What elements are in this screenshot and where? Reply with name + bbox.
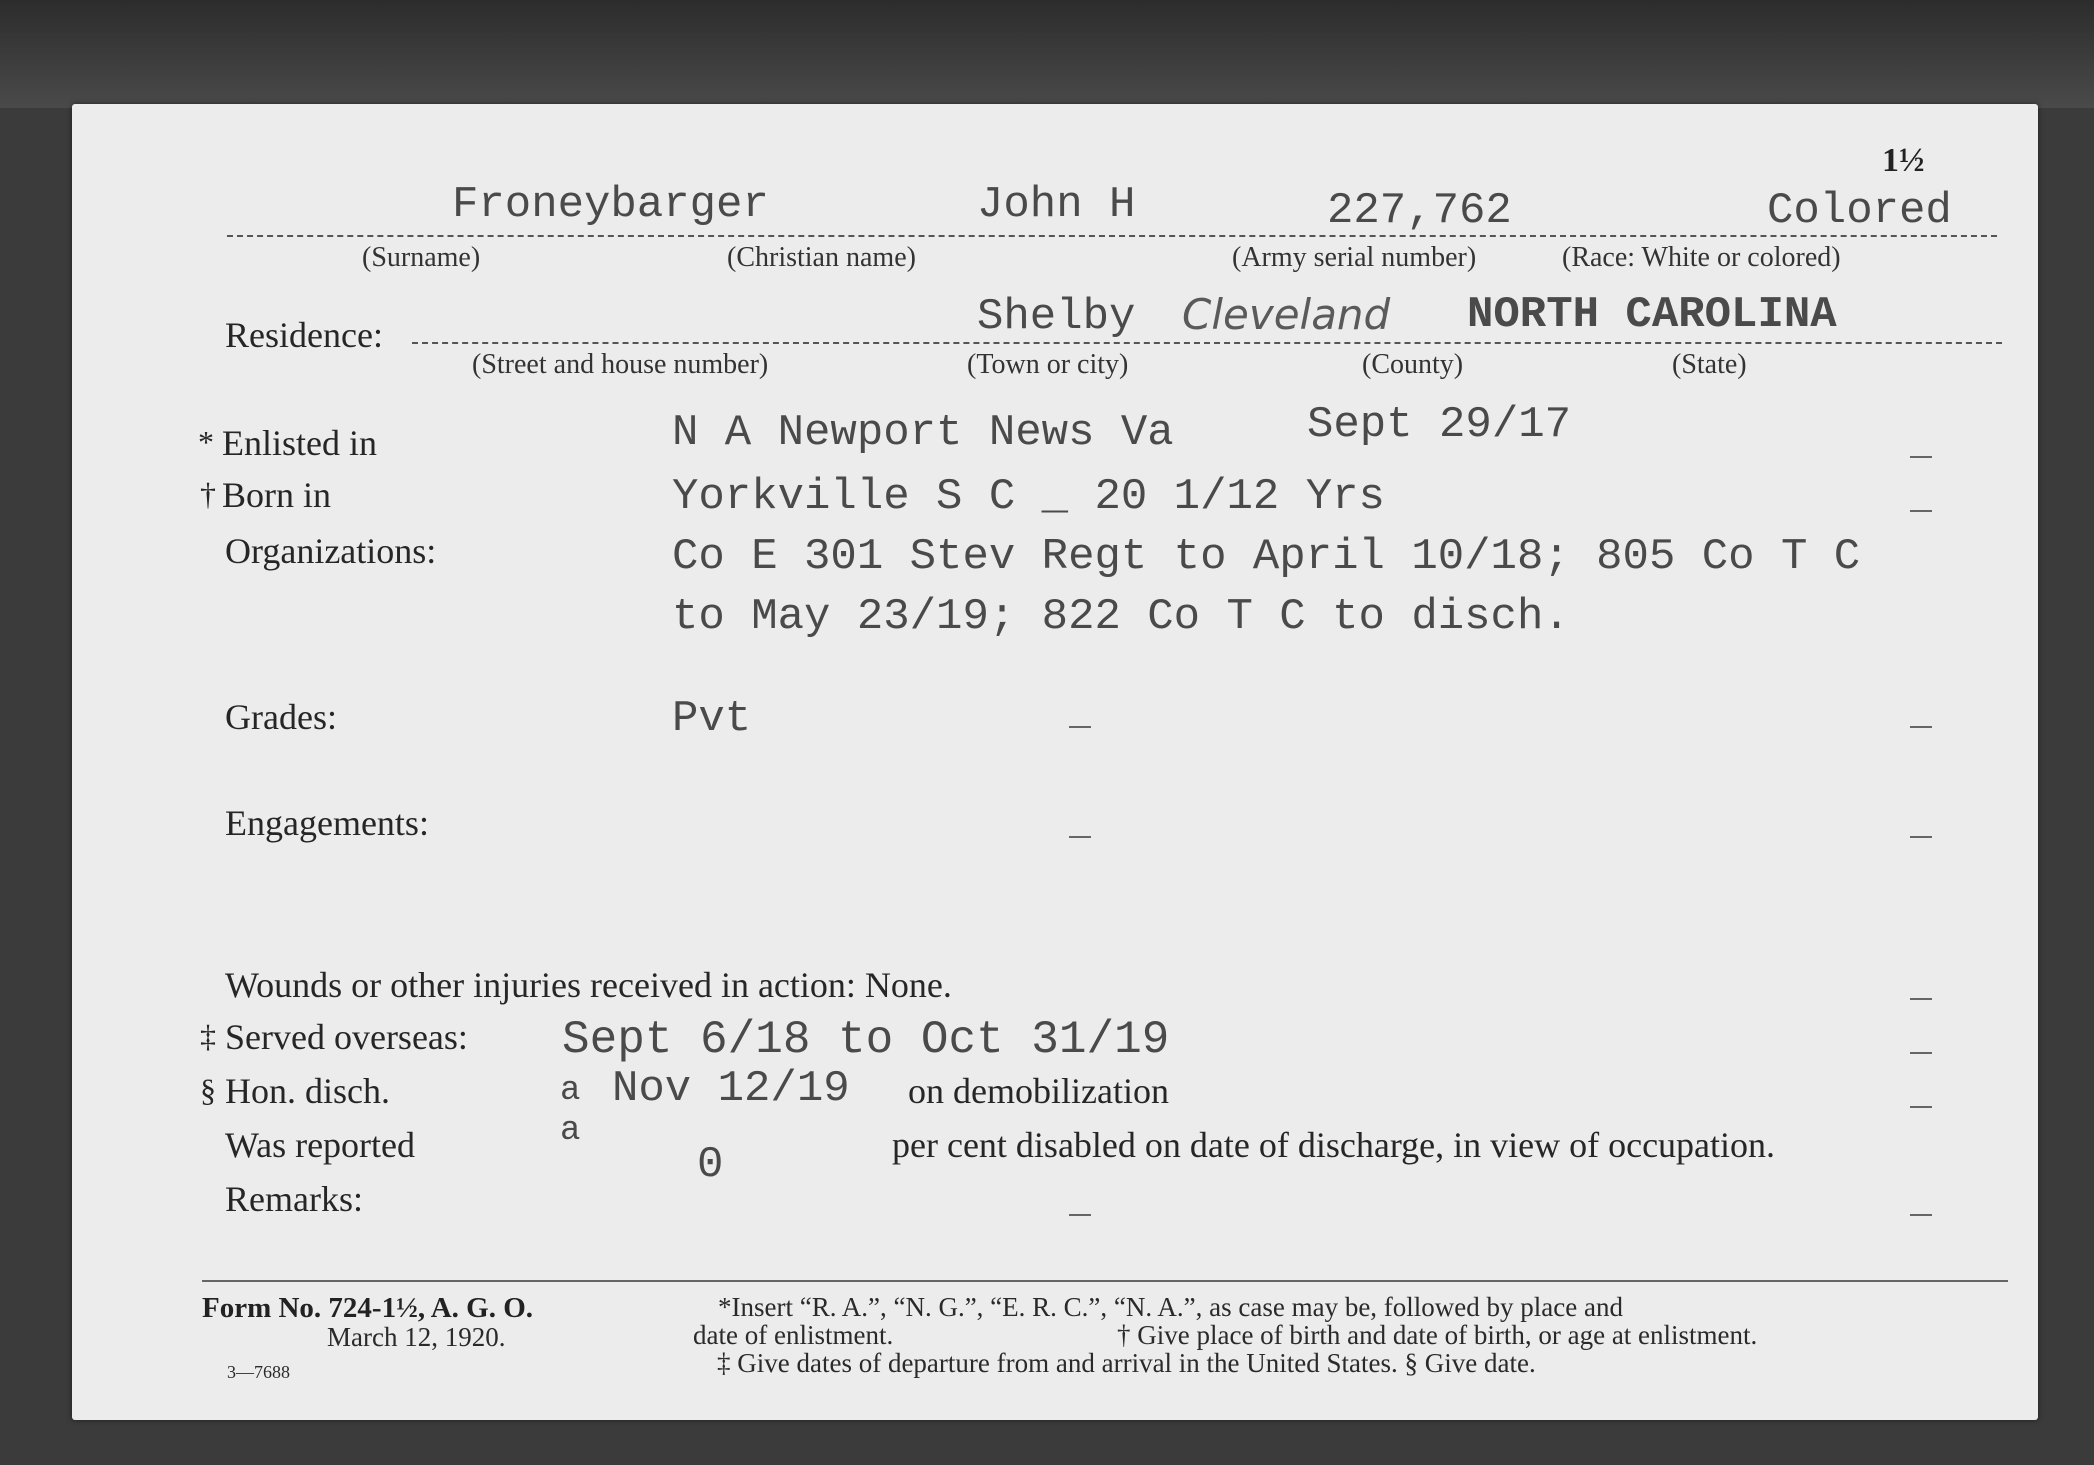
- enlisted-end-dash: [1910, 456, 1932, 458]
- form-number: Form No. 724-1½, A. G. O.: [202, 1292, 534, 1324]
- print-code: 3—7688: [227, 1362, 290, 1382]
- born-label: Born in: [222, 475, 332, 515]
- organizations-line-1: Co E 301 Stev Regt to April 10/18; 805 Co T C: [672, 532, 1861, 582]
- enlisted-place-value: N A Newport News Va: [672, 408, 1174, 458]
- footer-rule: [202, 1280, 2008, 1282]
- footnote-enlisted-line-2: date of enlistment.: [693, 1320, 894, 1350]
- enlisted-label: Enlisted in: [222, 423, 377, 463]
- remarks-mid-dash: [1069, 1214, 1091, 1216]
- remarks-label: Remarks:: [225, 1179, 363, 1219]
- page-number: 1½: [1882, 142, 1925, 179]
- organizations-label: Organizations:: [225, 531, 437, 571]
- hon-disch-date-value: Nov 12/19: [612, 1064, 850, 1114]
- reported-stamp-a: a: [560, 1112, 581, 1150]
- hon-disch-suffix: on demobilization: [908, 1071, 1169, 1111]
- county-caption: (County): [1362, 349, 1464, 380]
- grades-mid-dash: [1069, 726, 1091, 728]
- header-underline: [227, 235, 1997, 237]
- hon-disch-label: Hon. disch.: [225, 1071, 390, 1111]
- engagements-end-dash: [1910, 836, 1932, 838]
- remarks-end-dash: [1910, 1214, 1932, 1216]
- race-caption: (Race: White or colored): [1562, 242, 1841, 273]
- born-value: Yorkville S C _ 20 1/12 Yrs: [672, 472, 1385, 522]
- overseas-footnote-mark: ‡: [200, 1018, 216, 1054]
- footnote-overseas: ‡ Give dates of departure from and arrival in the United States. § Give date.: [717, 1348, 1536, 1378]
- grades-label: Grades:: [225, 697, 337, 737]
- overseas-value: Sept 6/18 to Oct 31/19: [562, 1014, 1170, 1066]
- scan-background: [0, 0, 2094, 108]
- christian-name-caption: (Christian name): [727, 242, 916, 273]
- serial-number-value: 227,762: [1327, 186, 1512, 236]
- enlisted-footnote-mark: *: [198, 424, 214, 460]
- overseas-label: Served overseas:: [225, 1017, 468, 1057]
- form-date: March 12, 1920.: [327, 1322, 506, 1352]
- residence-label: Residence:: [225, 315, 383, 355]
- reported-percent-value: 0: [697, 1140, 724, 1190]
- hon-disch-footnote-mark: §: [200, 1072, 216, 1108]
- residence-county-value: Cleveland: [1182, 290, 1391, 339]
- surname-caption: (Surname): [362, 242, 481, 273]
- residence-state-value: NORTH CAROLINA: [1467, 290, 1837, 340]
- service-record-card: [72, 104, 2038, 1420]
- surname-value: Froneybarger: [452, 180, 769, 230]
- residence-underline: [412, 342, 2002, 344]
- overseas-end-dash: [1910, 1052, 1932, 1054]
- race-value: Colored: [1767, 186, 1952, 236]
- organizations-line-2: to May 23/19; 822 Co T C to disch.: [672, 592, 1570, 642]
- grades-end-dash: [1910, 726, 1932, 728]
- born-footnote-mark: †: [200, 476, 216, 512]
- reported-label: Was reported: [225, 1125, 416, 1165]
- street-caption: (Street and house number): [472, 349, 769, 380]
- engagements-label: Engagements:: [225, 803, 429, 843]
- residence-town-value: Shelby: [977, 292, 1136, 342]
- reported-suffix: per cent disabled on date of discharge, in view of occupation.: [892, 1125, 1776, 1165]
- wounds-text: Wounds or other injuries received in action: None.: [225, 965, 952, 1005]
- hon-disch-end-dash: [1910, 1106, 1932, 1108]
- state-caption: (State): [1672, 349, 1747, 380]
- christian-name-value: John H: [977, 180, 1136, 230]
- born-end-dash: [1910, 510, 1932, 512]
- footnote-enlisted-line-1: *Insert “R. A.”, “N. G.”, “E. R. C.”, “N. A.”, as case may be, followed by place and: [718, 1292, 1623, 1322]
- town-caption: (Town or city): [967, 349, 1129, 380]
- grades-value: Pvt: [672, 694, 752, 744]
- engagements-mid-dash: [1069, 836, 1091, 838]
- footnote-born: † Give place of birth and date of birth, or age at enlistment.: [1117, 1320, 1758, 1350]
- serial-number-caption: (Army serial number): [1232, 242, 1477, 273]
- wounds-end-dash: [1910, 998, 1932, 1000]
- enlisted-date-value: Sept 29/17: [1307, 400, 1572, 450]
- hon-disch-stamp-a: a: [560, 1072, 581, 1110]
